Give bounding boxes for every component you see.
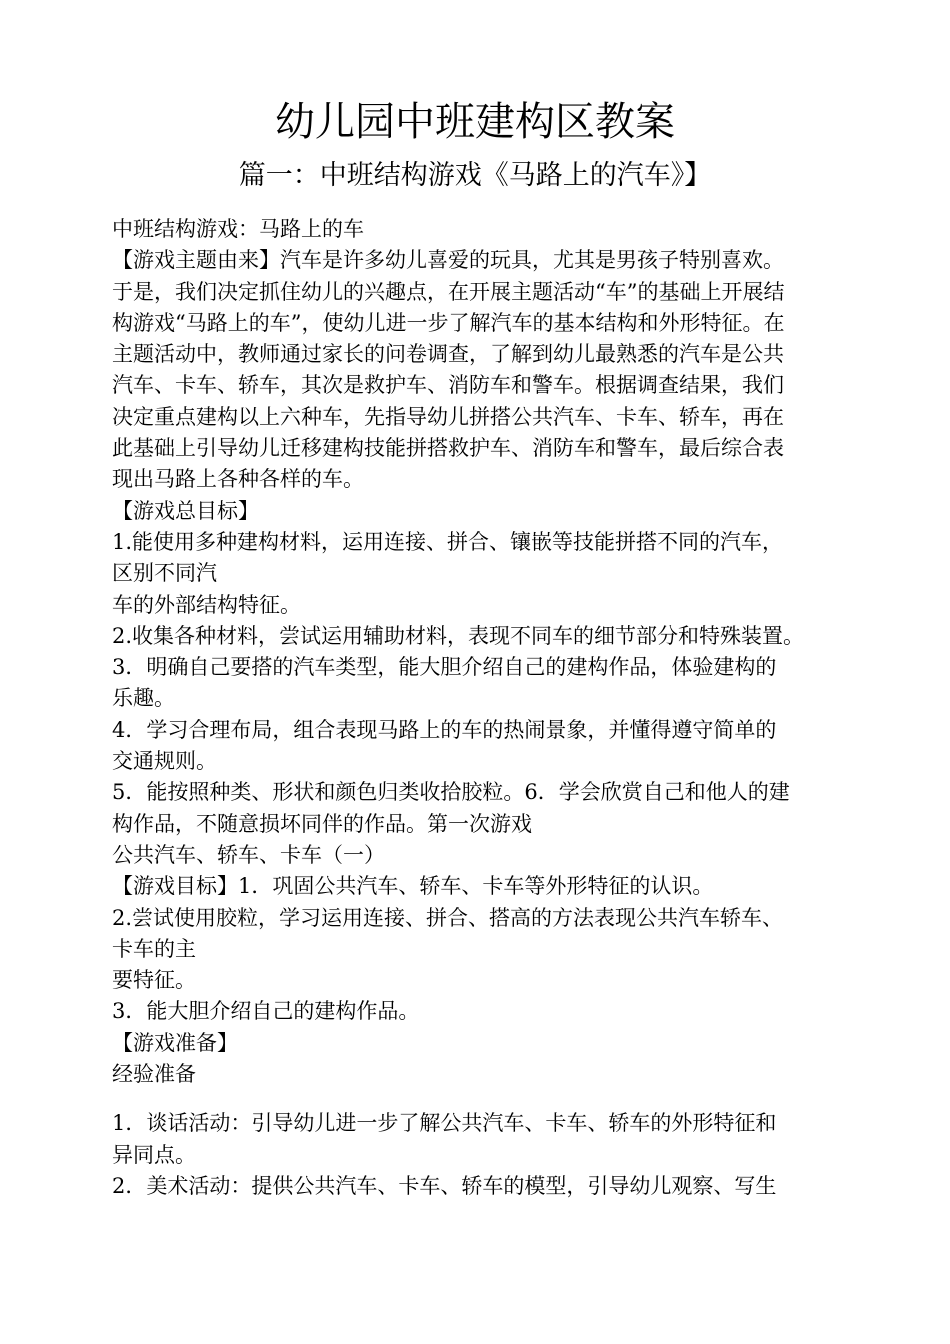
body-line: 3．能大胆介绍自己的建构作品。 (112, 999, 420, 1024)
body-line: 4．学习合理布局，组合表现马路上的车的热闹景象，并懂得遵守简单的 (112, 717, 777, 742)
body-line: 中班结构游戏：马路上的车 (112, 217, 364, 241)
document-body (112, 214, 892, 1202)
body-line: 决定重点建构以上六种车，先指导幼儿拼搭公共汽车、卡车、轿车，再在 (112, 404, 784, 429)
body-line: 乐趣。 (112, 686, 175, 711)
body-line: 异同点。 (112, 1142, 196, 1167)
body-line: 经验准备 (112, 1062, 196, 1087)
document-subtitle: 篇一：中班结构游戏《马路上的汽车》】 (238, 160, 712, 191)
body-line: 要特征。 (112, 968, 196, 993)
body-line: 3．明确自己要搭的汽车类型，能大胆介绍自己的建构作品，体验建构的 (112, 655, 777, 680)
body-line: 卡车的主 (112, 936, 196, 961)
body-line: 主题活动中，教师通过家长的问卷调查，了解到幼儿最熟悉的汽车是公共 (112, 342, 784, 367)
body-line: 区别不同汽 (112, 561, 217, 586)
body-line: 公共汽车、轿车、卡车（一） (112, 842, 385, 867)
body-line: 【游戏准备】 (112, 1030, 238, 1055)
body-line: 于是，我们决定抓住幼儿的兴趣点，在开展主题活动“车”的基础上开展结 (112, 279, 785, 304)
body-line: 2.尝试使用胶粒，学习运用连接、拼合、搭高的方法表现公共汽车轿车、 (112, 905, 784, 930)
body-line: 【游戏总目标】 (112, 498, 259, 523)
body-line: 2.收集各种材料，尝试运用辅助材料，表现不同车的细节部分和特殊装置。 (112, 623, 805, 648)
body-line: 车的外部结构特征。 (112, 592, 301, 617)
body-line: 1．谈话活动：引导幼儿进一步了解公共汽车、卡车、轿车的外形特征和 (112, 1111, 777, 1136)
paragraph-gap (112, 1090, 892, 1108)
body-line: 5．能按照种类、形状和颜色归类收拾胶粒。6．学会欣赏自己和他人的建 (112, 780, 790, 805)
body-line: 【游戏主题由来】汽车是许多幼儿喜爱的玩具，尤其是男孩子特别喜欢。 (112, 248, 784, 273)
body-line: 【游戏目标】1．巩固公共汽车、轿车、卡车等外形特征的认识。 (112, 874, 714, 899)
body-line: 构游戏“马路上的车”，使幼儿进一步了解汽车的基本结构和外形特征。在 (112, 310, 785, 335)
document-title: 幼儿园中班建构区教案 (275, 99, 675, 145)
body-line: 2．美术活动：提供公共汽车、卡车、轿车的模型，引导幼儿观察、写生 (112, 1173, 777, 1198)
body-line: 1.能使用多种建构材料，运用连接、拼合、镶嵌等技能拼搭不同的汽车， (112, 529, 784, 554)
body-line: 交通规则。 (112, 749, 217, 774)
body-line: 构作品，不随意损坏同伴的作品。第一次游戏 (112, 811, 532, 836)
body-line: 汽车、卡车、轿车，其次是救护车、消防车和警车。根据调查结果，我们 (112, 373, 784, 398)
body-line: 此基础上引导幼儿迁移建构技能拼搭救护车、消防车和警车，最后综合表 (112, 436, 784, 461)
body-line: 现出马路上各种各样的车。 (112, 467, 364, 492)
